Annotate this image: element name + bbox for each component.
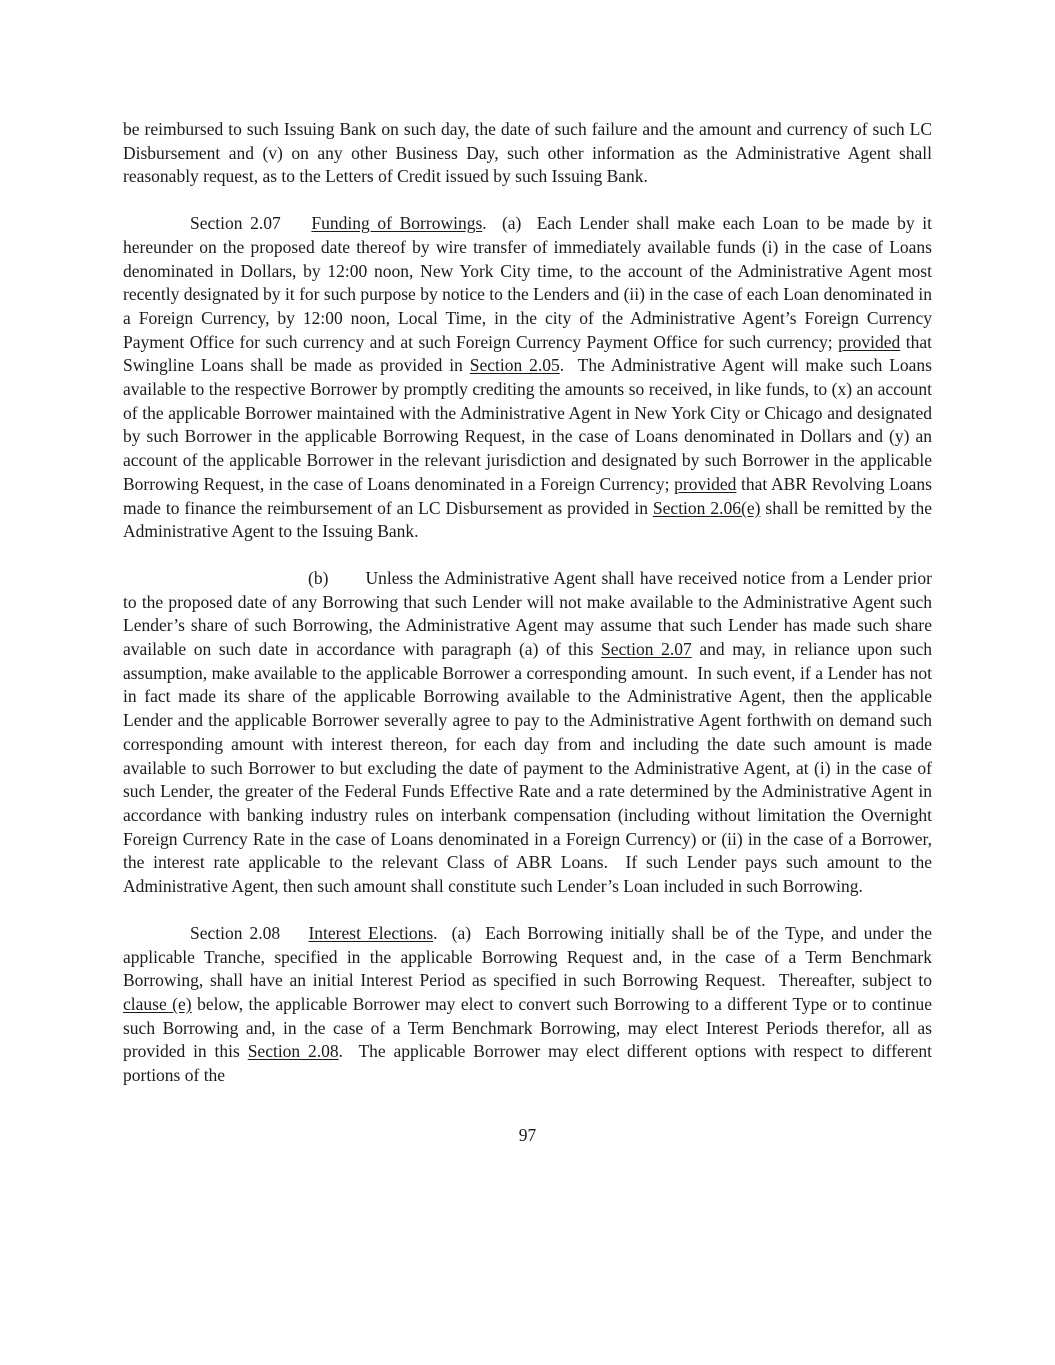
underlined-reference: Section 2.08 [247,1041,339,1062]
paragraph-section-2-08-interest-elections [123,922,932,1088]
text-run: (b) Unless the Administrative Agent shall have received notice from a Lender prior to the proposed date of any Borrowing that such Lender will not make available to the Administrative Agent such Lender’s share of such Borrowing, the Administrative Agent may assume that such Lender has made such share available on such date in accordance with paragraph (a) of this [123,567,932,660]
underlined-reference: Section 2.05 [469,355,560,376]
text-run: below, the applicable Borrower may elect to convert such Borrowing to a different Type or to continue such Borrowing and, in the case of a Term Benchmark Borrowing, may elect Interest Periods therefor, all as provided in this [123,993,932,1062]
underlined-reference: provided [674,473,737,494]
text-run: . The applicable Borrower may elect different options with respect to different portions of the [123,1041,932,1086]
underlined-reference: Funding of Borrowings [311,213,483,234]
text-run: . The Administrative Agent will make such Loans available to the respective Borrower by promptly crediting the amounts so received, in like funds, to (x) an account of the applicable Borrower maintained with the Administrative Agent in New York City or Chicago and designated by such Borrower in the applicable Borrowing Request, in the case of Loans denominated in Dollars and (y) an account of the applicable Borrower in the relevant jurisdiction and designated by such Borrower in the applicable Borrowing Request, in the case of Loans denominated in a Foreign Currency; [123,355,932,494]
text-run: that Swingline Loans shall be made as provided in [123,331,932,376]
page-number: 97 [518,1124,537,1145]
text-run: and may, in reliance upon such assumption, make available to the applicable Borrower a corresponding amount. In such event, if a Lender has not in fact made its share of the applicable Borrowing available to the Administrative Agent, then the applicable Lender and the applicable Borrower severally agree to pay to the Administrative Agent forthwith on demand such corresponding amount with interest thereon, for each day from and including the date such amount is made available to such Borrower to but excluding the date of payment to the Administrative Agent, at (i) in the case of such Lender, the greater of the Federal Funds Effective Rate and a rate determined by the Administrative Agent in accordance with banking industry rules on interbank compensation (including without limitation the Overnight Foreign Currency Rate in the case of Loans denominated in a Foreign Currency) or (ii) in the case of a Borrower, the interest rate applicable to the relevant Class of ABR Loans. If such Lender pays such amount to the Administrative Agent, then such amount shall constitute such Lender’s Loan included in such Borrowing. [123,639,932,897]
paragraph-continuation-lc-disbursement [123,118,932,189]
underlined-reference: provided [838,331,901,352]
underlined-reference: Interest Elections [308,922,434,943]
text-run: . (a) Each Lender shall make each Loan to be made by it hereunder on the proposed date thereof by wire transfer of immediately available funds (i) in the case of Loans denominated in Dollars, by 12:00 noon, New York City time, to the account of the Administrative Agent most recently designated by it for such purpose by notice to the Lenders and (ii) in the case of each Loan denominated in a Foreign Currency, by 12:00 noon, Local Time, in the city of the Administrative Agent’s Foreign Currency Payment Office for such currency and at such Foreign Currency Payment Office for such currency; [123,213,932,352]
underlined-reference: Section 2.07 [601,639,692,660]
underlined-reference: Section 2.06(e) [652,497,761,518]
paragraph-section-2-07-funding-of-borrowings [123,212,932,544]
document-body [123,118,932,1088]
text-run: shall be remitted by the Administrative Agent to the Issuing Bank. [123,497,932,542]
underlined-reference: clause (e) [123,993,192,1014]
text-run: that ABR Revolving Loans made to finance the reimbursement of an LC Disbursement as provided in [123,473,932,518]
text-run: . (a) Each Borrowing initially shall be of the Type, and under the applicable Tranche, specified in the applicable Borrowing Request and, in the case of a Term Benchmark Borrowing, shall have an initial Interest Period as specified in such Borrowing Request. Thereafter, subject to [123,922,932,991]
paragraph-2-07-b-lender-funding-assumption [123,567,932,899]
page-footer [123,1124,932,1148]
text-run: be reimbursed to such Issuing Bank on such day, the date of such failure and the amount and currency of such LC Disbursement and (v) on any other Business Day, such other information as the Administrative Agent shall reasonably request, as to the Letters of Credit issued by such Issuing Bank. [123,119,932,187]
text-run: Section 2.07 [190,213,312,234]
text-run: Section 2.08 [190,922,309,943]
